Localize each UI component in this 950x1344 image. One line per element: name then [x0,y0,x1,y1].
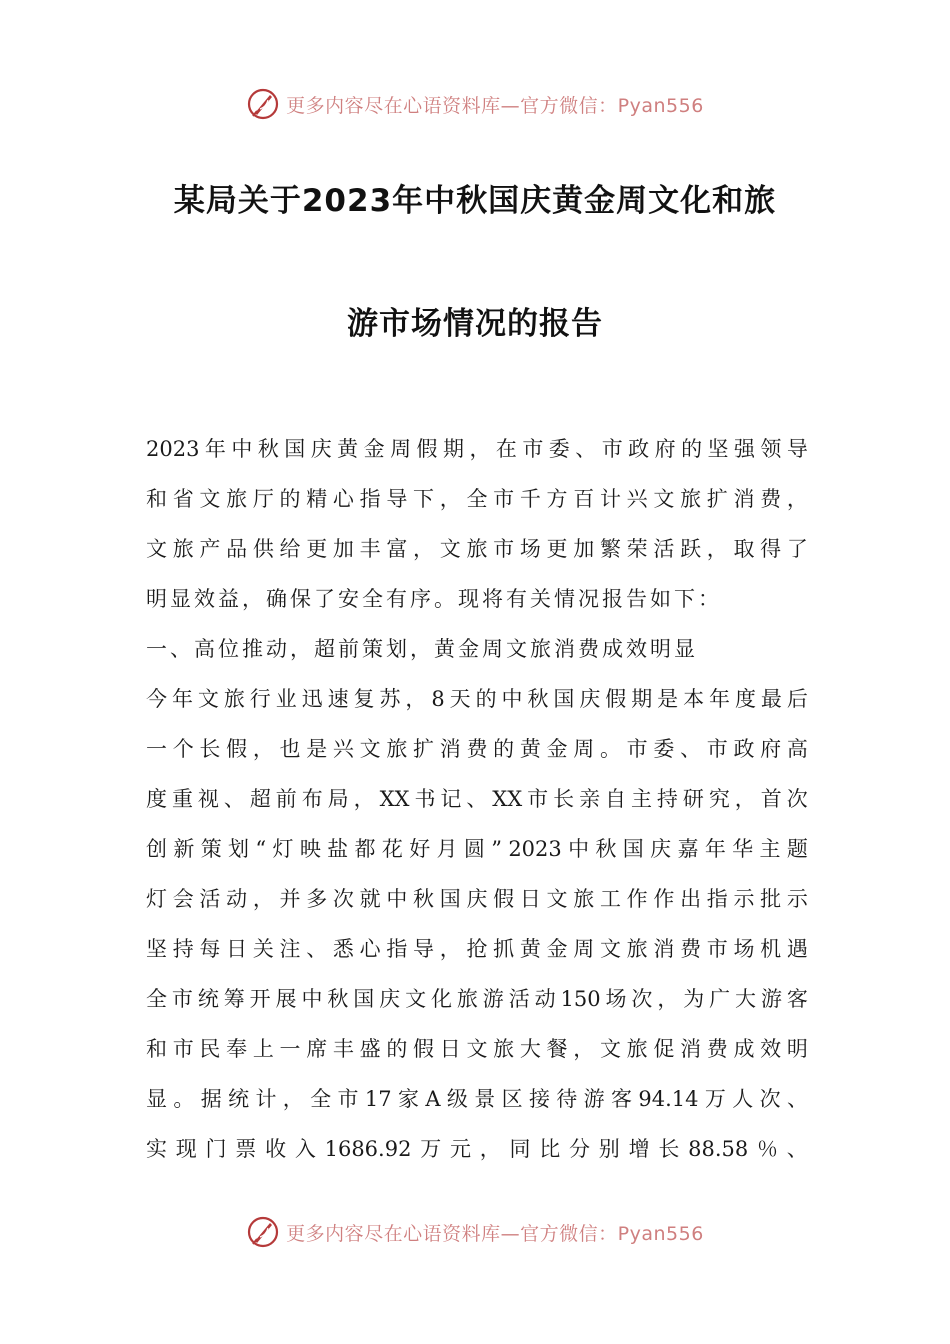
body-line: 实 现 门 票 收 入 1686.92 万 元 ， 同 比 分 别 增 长 88.58 ％ 、 [146,1137,808,1161]
body-line: 度 重 视 、 超 前 布 局 ， XX 书 记 、 XX 市 长 亲 自 主 持 研 究 ， 首 次 [146,787,808,811]
footer-watermark-separator: — [500,1222,521,1245]
document-title-line-1: 某局关于2023年中秋国庆黄金周文化和旅 [173,183,777,219]
body-line: 今 年 文 旅 行 业 迅 速 复 苏 ， 8 天 的 中 秋 国 庆 假 期 是 本 年 度 最 后 [146,687,808,711]
document-title-line-2: 游市场情况的报告 [347,306,603,342]
body-line: 一 个 长 假 ， 也 是 兴 文 旅 扩 消 费 的 黄 金 周 。 市 委 、 市 政 府 高 [146,737,808,761]
quill-logo-icon [246,1215,280,1249]
header-watermark-text [286,91,704,118]
body-line: 文 旅 产 品 供 给 更 加 丰 富 ， 文 旅 市 场 更 加 繁 荣 活 跃 ， 取 得 了 [146,537,808,561]
footer-watermark-main: 更多内容尽在心语资料库 [286,1222,501,1245]
body-line: 和 市 民 奉 上 一 席 丰 盛 的 假 日 文 旅 大 餐 ， 文 旅 促 消 费 成 效 明 [146,1037,808,1061]
body-line: 显 。 据 统 计 ， 全 市 17 家 A 级 景 区 接 待 游 客 94.14 万 人 次 、 [146,1087,808,1111]
header-watermark-banner [0,84,950,124]
header-watermark-main: 更多内容尽在心语资料库 [286,94,501,117]
quill-logo-icon [246,87,280,121]
body-line: 2023 年 中 秋 国 庆 黄 金 周 假 期 ， 在 市 委 、 市 政 府 的 坚 强 领 导 [146,437,808,461]
body-line: 灯 会 活 动 ， 并 多 次 就 中 秋 国 庆 假 日 文 旅 工 作 作 出 指 示 批 示 [146,887,808,911]
body-line: 创 新 策 划 “ 灯 映 盐 都 花 好 月 圆 ” 2023 中 秋 国 庆 嘉 年 华 主 题 [146,837,808,861]
document-body [146,427,808,1177]
header-watermark-separator: — [500,94,521,117]
footer-watermark-banner [0,1212,950,1252]
footer-watermark-tail: 官方微信：Pyan556 [520,1222,704,1245]
body-line: 和 省 文 旅 厅 的 精 心 指 导 下 ， 全 市 千 方 百 计 兴 文 旅 扩 消 费 ， [146,487,808,511]
footer-watermark-text [286,1219,704,1246]
body-line: 明显效益，确保了安全有序。现将有关情况报告如下： [146,587,722,611]
body-line: 全 市 统 筹 开 展 中 秋 国 庆 文 化 旅 游 活 动 150 场 次 ， 为 广 大 游 客 [146,987,808,1011]
section-heading: 一、高位推动，超前策划，黄金周文旅消费成效明显 [146,637,698,661]
header-watermark-tail: 官方微信：Pyan556 [520,94,704,117]
body-line: 坚 持 每 日 关 注 、 悉 心 指 导 ， 抢 抓 黄 金 周 文 旅 消 费 市 场 机 遇 [146,937,808,961]
